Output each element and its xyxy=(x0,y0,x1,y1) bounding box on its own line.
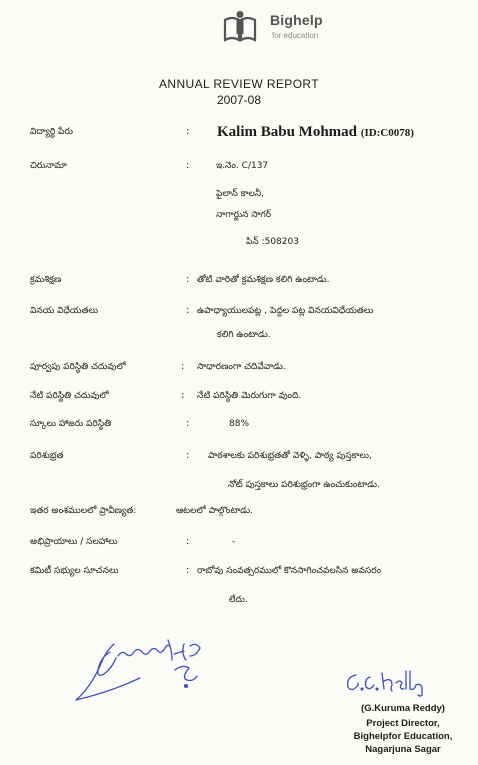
report-year: 2007-08 xyxy=(216,93,262,107)
committee-line-2: లేదు. xyxy=(229,595,248,605)
address-line-2: పైలాన్ కాలనీ, xyxy=(216,189,265,199)
obedience-line-1: ఉపాధ్యాయులపట్ల , పెద్దల పట్ల వినయవిధేయతలు xyxy=(197,306,374,316)
logo-tagline: for education xyxy=(272,31,319,40)
student-name xyxy=(217,124,414,141)
signatory-name: (G.Kuruma Reddy) xyxy=(361,703,445,714)
address-line-3: నాగార్జున సాగర్ xyxy=(216,210,272,220)
colon: : xyxy=(186,536,190,547)
colon: : xyxy=(186,305,190,316)
colon: : xyxy=(181,390,185,401)
present-study-value: నేటి పరిస్థితి మెరుగుగా వుంది. xyxy=(197,391,302,401)
signatory-org: Bighelpfor Education, xyxy=(353,731,453,742)
book-person-icon xyxy=(222,10,258,44)
right-signature xyxy=(344,667,434,697)
obedience-line-2: కలిగి ఉంటాడు. xyxy=(217,330,271,340)
discipline-label: క్రమశిక్షణ xyxy=(30,275,62,285)
obedience-label: వినయ విధేయతలు xyxy=(30,306,98,316)
colon: : xyxy=(186,274,190,285)
address-line-1: ఇ.నెం. C/137 xyxy=(216,161,269,171)
attendance-value: 88% xyxy=(229,419,250,429)
other-skills-label: ఇతర అంశములలో ప్రావీణ్యత: xyxy=(30,506,137,516)
past-study-label: పూర్వపు పరిస్థితి చదువులో xyxy=(30,362,126,372)
colon: : xyxy=(186,565,190,576)
committee-label: కమిటీ సభ్యుల సూచనలు xyxy=(30,566,119,576)
cleanliness-line-1: పాఠశాలకు పరిశుభ్రతతో వెళ్ళి, పాఠ్య పుస్తకాలు, xyxy=(208,451,372,461)
present-study-label: నేటి పరిస్థితి చదువులో xyxy=(30,391,109,401)
cleanliness-line-2: నోట్ పుస్తకాలు పరిశుభ్రంగా ఉంచుకుంటాడు. xyxy=(228,480,380,490)
student-name-label: విద్యార్థి పేరు xyxy=(30,127,73,137)
address-label: చిరునామా xyxy=(30,161,67,171)
bighelp-logo xyxy=(222,10,332,46)
signatory-place: Nagarjuna Sagar xyxy=(365,744,441,755)
discipline-value: తోటి వారితో క్రమశిక్షణ కలిగి ఉంటాడు. xyxy=(197,275,330,285)
logo-name: Bighelp xyxy=(270,12,323,28)
opinions-label: అభిప్రాయాలు / సలహాలు xyxy=(30,537,118,547)
colon: : xyxy=(186,418,190,429)
past-study-value: సాధారణంగా చదివేవాడు. xyxy=(197,362,286,372)
student-name-value: Kalim Babu Mohmad xyxy=(217,124,358,140)
other-skills-value: ఆటలలో పాల్గొంటాడు. xyxy=(176,506,253,516)
colon: : xyxy=(181,361,185,372)
address-line-4: పిన్ :508203 xyxy=(246,237,299,247)
colon: : xyxy=(186,450,190,461)
opinions-value: - xyxy=(232,537,236,547)
attendance-label: స్కూలు హాజరు పరిస్థితి xyxy=(30,419,112,429)
colon: : xyxy=(186,126,190,137)
report-title: ANNUAL REVIEW REPORT xyxy=(158,77,320,91)
cleanliness-label: పరిశుభ్రత xyxy=(30,451,64,461)
student-id: (ID:C0078) xyxy=(360,127,414,139)
colon: : xyxy=(186,160,190,171)
left-signature xyxy=(70,618,220,708)
signatory-title: Project Director, xyxy=(366,718,440,729)
committee-line-1: రాబోవు సంవత్సరములో కొనసాగించవలసిన అవసరం xyxy=(197,566,382,576)
